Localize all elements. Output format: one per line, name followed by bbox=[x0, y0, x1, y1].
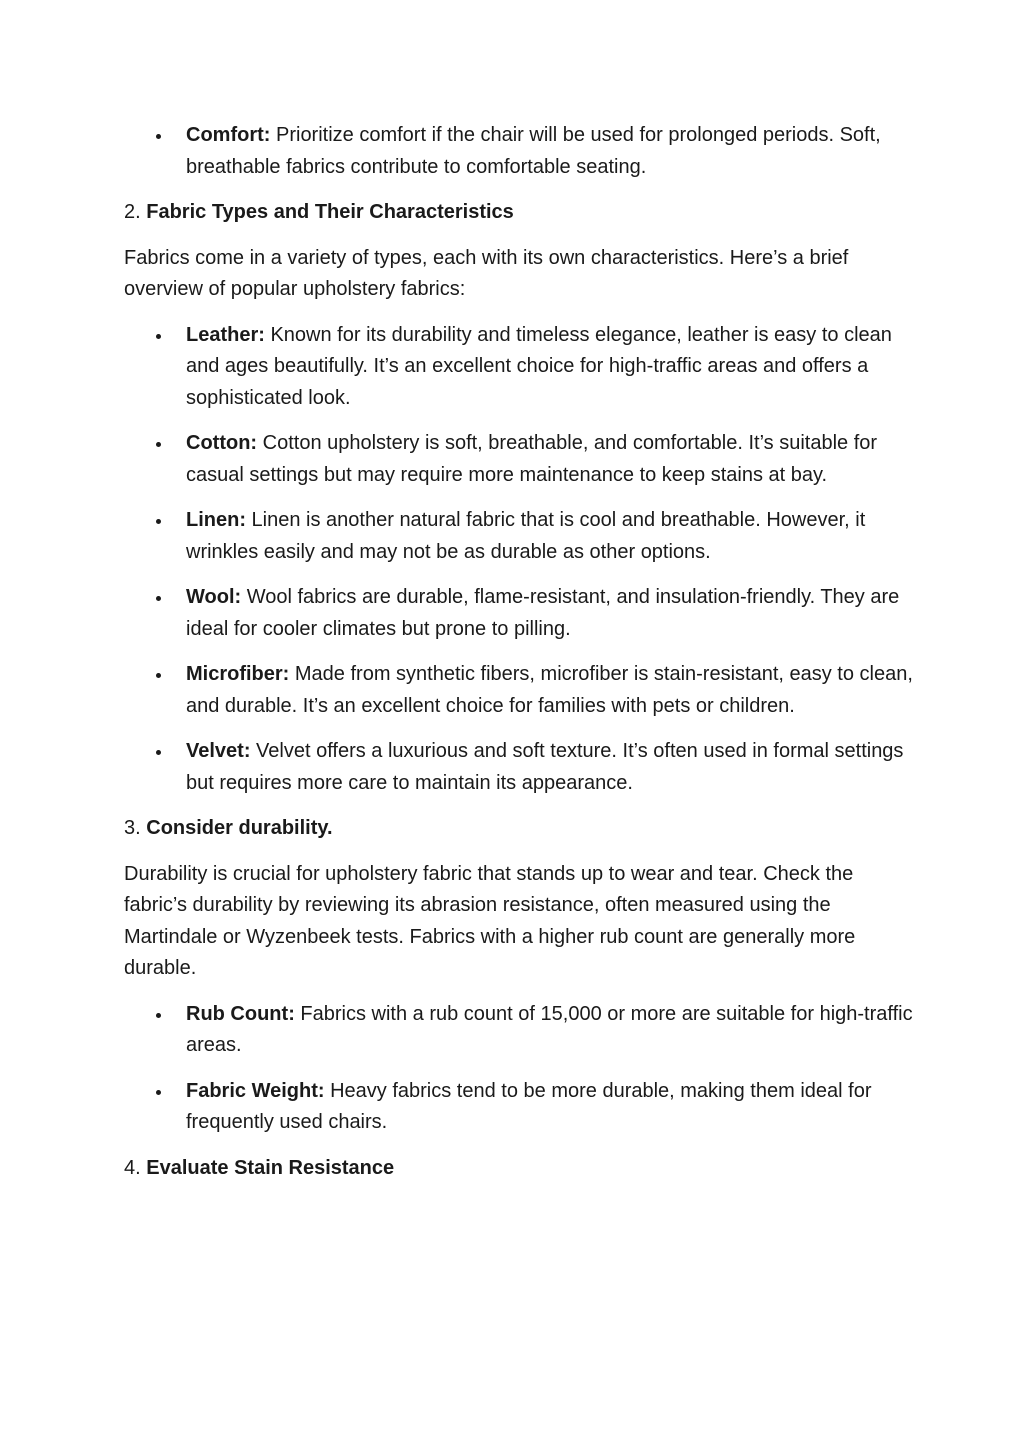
document-page bbox=[124, 120, 914, 1198]
bullet-dot-icon bbox=[156, 134, 161, 139]
bullet-term: Rub Count: bbox=[186, 1002, 295, 1025]
bullet-dot-icon bbox=[156, 519, 161, 524]
bullet-term: Linen: bbox=[186, 509, 246, 531]
bullet-microfiber bbox=[124, 659, 914, 722]
bullet-text: Known for its durability and timeless elegance, leather is easy to clean and ages beautifully. It’s an excellent choice for high-traffic areas and offers a sophisticated look. bbox=[186, 323, 892, 409]
bullet-dot-icon bbox=[156, 596, 161, 601]
bullet-text: Made from synthetic fibers, microfiber is stain-resistant, easy to clean, and durable. It’s an excellent choice for families with pets or children. bbox=[186, 663, 913, 717]
bullet-term: Velvet: bbox=[186, 740, 251, 762]
durability-bullet-list bbox=[124, 999, 914, 1139]
section-number: 3. bbox=[124, 817, 147, 839]
bullet-text: Prioritize comfort if the chair will be used for prolonged periods. Soft, breathable fabrics contribute to comfortable seating. bbox=[186, 124, 881, 178]
bullet-dot-icon bbox=[156, 1090, 161, 1095]
section-title: Fabric Types and Their Characteristics bbox=[146, 201, 514, 223]
bullet-term: Wool: bbox=[186, 586, 242, 608]
section-heading-durability bbox=[124, 813, 914, 845]
section-paragraph-durability: Durability is crucial for upholstery fabric that stands up to wear and tear. Check the fabric’s durability by reviewing its abrasion resistance, often measured using the Martindale or Wyzenbeek tests. Fabrics with a higher rub count are generally more durable. bbox=[124, 862, 856, 979]
bullet-text: Fabrics with a rub count of 15,000 or more are suitable for high-traffic areas. bbox=[186, 1002, 913, 1056]
bullet-linen bbox=[124, 505, 914, 568]
bullet-dot-icon bbox=[156, 442, 161, 447]
intro-bullet-list bbox=[124, 120, 914, 183]
bullet-term: Cotton: bbox=[186, 432, 258, 454]
bullet-dot-icon bbox=[156, 334, 161, 339]
bullet-text: Linen is another natural fabric that is cool and breathable. However, it wrinkles easily and may not be as durable as other options. bbox=[186, 509, 866, 563]
bullet-rub-count bbox=[124, 999, 914, 1062]
bullet-dot-icon bbox=[156, 750, 161, 755]
bullet-leather bbox=[124, 320, 914, 415]
section-title: Consider durability. bbox=[146, 817, 333, 839]
bullet-term: Leather: bbox=[186, 323, 265, 346]
bullet-term: Fabric Weight: bbox=[186, 1079, 325, 1102]
section-paragraph-fabric-types: Fabrics come in a variety of types, each with its own characteristics. Here’s a brief overview of popular upholstery fabrics: bbox=[124, 246, 849, 300]
bullet-velvet bbox=[124, 736, 914, 799]
bullet-term: Comfort: bbox=[186, 124, 271, 146]
section-number: 2. bbox=[124, 201, 147, 223]
fabric-types-bullet-list bbox=[124, 320, 914, 800]
bullet-cotton bbox=[124, 428, 914, 491]
bullet-wool bbox=[124, 582, 914, 645]
section-heading-stain-resistance bbox=[124, 1153, 914, 1185]
section-title: Evaluate Stain Resistance bbox=[146, 1156, 395, 1179]
bullet-text: Velvet offers a luxurious and soft texture. It’s often used in formal settings but requires more care to maintain its appearance. bbox=[186, 740, 904, 794]
bullet-dot-icon bbox=[156, 673, 161, 678]
section-heading-fabric-types bbox=[124, 197, 914, 229]
bullet-text: Wool fabrics are durable, flame-resistant, and insulation-friendly. They are ideal for cooler climates but prone to pilling. bbox=[186, 586, 900, 640]
bullet-text: Heavy fabrics tend to be more durable, making them ideal for frequently used chairs. bbox=[186, 1079, 872, 1133]
bullet-text: Cotton upholstery is soft, breathable, and comfortable. It’s suitable for casual settings but may require more maintenance to keep stains at bay. bbox=[186, 432, 878, 486]
bullet-term: Microfiber: bbox=[186, 663, 290, 685]
section-number: 4. bbox=[124, 1156, 147, 1179]
bullet-fabric-weight bbox=[124, 1076, 914, 1139]
bullet-comfort bbox=[124, 120, 914, 183]
bullet-dot-icon bbox=[156, 1013, 161, 1018]
